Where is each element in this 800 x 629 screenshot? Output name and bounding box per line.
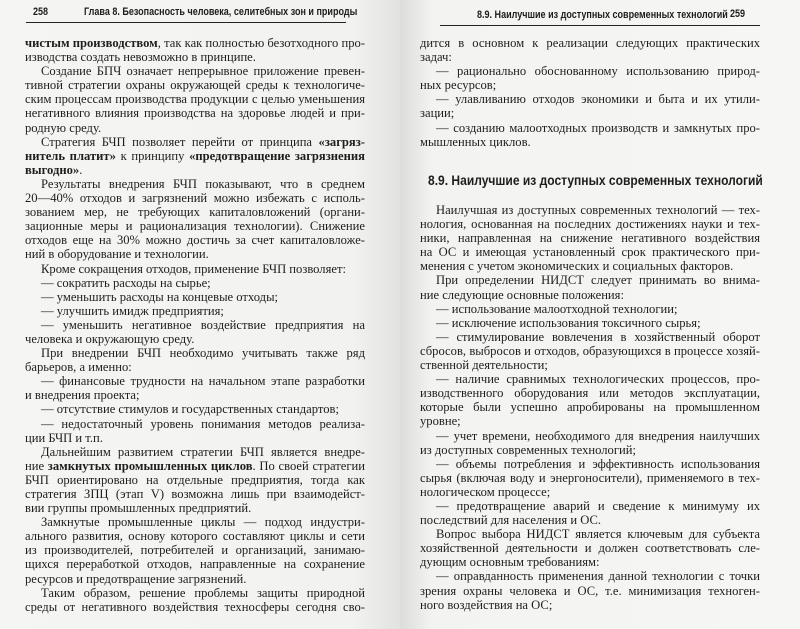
bold-term: чистым производством bbox=[25, 36, 158, 50]
text-run: — оправданность применения данной технологии с точки bbox=[436, 569, 760, 584]
text-run: негативного влияния производства на здоровье людей и при- bbox=[25, 106, 365, 121]
text-run: — исключение использования токсичного сырья; bbox=[436, 315, 701, 330]
text-run: нологическом процессе; bbox=[420, 484, 551, 499]
text-run: ного воздействия на ОС; bbox=[420, 597, 553, 612]
text-run: ние bbox=[25, 458, 48, 473]
text-line bbox=[25, 163, 365, 177]
text-run: Результаты внедрения БЧП показывают, что в среднем bbox=[41, 176, 365, 191]
text-line bbox=[25, 64, 365, 78]
text-line bbox=[25, 586, 365, 600]
page-number: 258 bbox=[33, 6, 49, 18]
text-line bbox=[420, 499, 760, 513]
text-line bbox=[420, 231, 760, 245]
text-line bbox=[420, 400, 760, 414]
text-run: . bbox=[79, 162, 83, 177]
text-line bbox=[420, 135, 760, 149]
text-line bbox=[420, 471, 760, 485]
text-run: Наилучшая из доступных современных технологий — тех- bbox=[436, 203, 760, 217]
bold-term: замкнутых промышленных циклов bbox=[47, 458, 253, 473]
text-line bbox=[25, 431, 365, 445]
text-line bbox=[420, 414, 760, 428]
text-run: барьеров, а именно: bbox=[25, 360, 132, 375]
text-run: Стратегия БЧП позволяет перейти от принципа bbox=[41, 134, 319, 149]
text-line bbox=[25, 318, 365, 332]
text-run: — улавливанию отходов экономики и быта и их утили- bbox=[436, 92, 760, 107]
text-run: зации; bbox=[420, 106, 455, 121]
text-run: Таким образом, решение проблемы защиты природной bbox=[41, 585, 365, 600]
text-run: сырья (включая воду и энергоносители), применяемого в тех- bbox=[420, 470, 760, 485]
text-line bbox=[420, 245, 760, 259]
text-run: сбросов, выбросов и отходов, образующихся в процессе хозяй- bbox=[420, 343, 760, 358]
left-page-text bbox=[25, 36, 365, 614]
text-line bbox=[420, 92, 760, 106]
bold-term: выгодно» bbox=[25, 162, 80, 177]
text-run: изводства создать невозможно в принципе. bbox=[25, 50, 256, 65]
text-run: — улучшить имидж предприятия; bbox=[41, 303, 224, 318]
text-line bbox=[420, 457, 760, 471]
text-line bbox=[420, 569, 760, 583]
text-run: зрения охраны человека и ОС, т.е. минимизация техноген- bbox=[420, 583, 760, 598]
text-line bbox=[25, 36, 365, 50]
text-line bbox=[25, 262, 365, 276]
text-run: менения с учетом экономических и социальных факторов. bbox=[420, 259, 734, 274]
text-run: ники, направленная на снижение негативного воздействия bbox=[420, 231, 760, 246]
text-run: и внедрения проекта; bbox=[25, 388, 140, 403]
text-line bbox=[420, 443, 760, 457]
text-run: мышленных циклов. bbox=[420, 134, 531, 149]
text-line bbox=[420, 288, 760, 302]
text-line bbox=[25, 149, 365, 163]
text-line bbox=[25, 135, 365, 149]
text-run: — уменьшить расходы на концевые отходы; bbox=[41, 289, 279, 304]
text-line bbox=[25, 205, 365, 219]
text-line bbox=[420, 259, 760, 273]
text-run: — учет времени, необходимого для внедрения наилучших bbox=[436, 428, 760, 443]
text-run: Дальнейшим развитием стратегии БЧП является внедре- bbox=[41, 444, 365, 459]
text-line bbox=[420, 106, 760, 120]
text-line bbox=[25, 106, 365, 120]
text-run: отходов еще на 30% можно достичь за счет капиталовложе- bbox=[25, 233, 365, 248]
text-run: родную среду. bbox=[25, 120, 102, 135]
text-line bbox=[25, 529, 365, 543]
right-page-text-main bbox=[420, 203, 760, 612]
text-line bbox=[25, 191, 365, 205]
bold-term: «загряз- bbox=[318, 134, 365, 149]
text-run: 20—40% отходов и загрязнений можно избежать с исполь- bbox=[25, 191, 365, 206]
text-run: изводственного оборудования или методов эксплуатации, bbox=[420, 386, 760, 401]
text-line bbox=[25, 233, 365, 247]
header-rule bbox=[440, 25, 760, 26]
text-line bbox=[420, 273, 760, 287]
text-run: уровне; bbox=[420, 414, 461, 429]
text-line bbox=[25, 92, 365, 106]
text-run: — стимулирование вовлечения в хозяйственный оборот bbox=[436, 329, 760, 344]
text-run: При определении НИДСТ следует принимать во внима- bbox=[436, 273, 760, 288]
text-line bbox=[420, 513, 760, 527]
text-line bbox=[25, 177, 365, 191]
text-run: ние следующие основные положения: bbox=[420, 287, 624, 302]
text-line bbox=[25, 487, 365, 501]
text-run: ресурсов и предотвращение загрязнений. bbox=[25, 571, 247, 586]
text-run: — рационально обоснованному использованию природ- bbox=[436, 64, 760, 79]
text-line bbox=[420, 64, 760, 78]
text-run: из производителей, потребителей и организаций, занимаю- bbox=[25, 543, 365, 558]
text-run: Замкнутые промышленные циклы — подход индустри- bbox=[41, 515, 365, 530]
text-line bbox=[25, 543, 365, 557]
text-line bbox=[25, 557, 365, 571]
text-run: — сократить расходы на сырье; bbox=[41, 275, 211, 290]
text-line bbox=[420, 121, 760, 135]
text-line bbox=[25, 374, 365, 388]
text-line bbox=[420, 527, 760, 541]
text-run: — предотвращение аварий и сведение к минимуму их bbox=[436, 498, 760, 513]
text-run: дится в основном к реализации следующих практических bbox=[420, 36, 760, 50]
text-run: ственной деятельности; bbox=[420, 358, 548, 373]
text-run: щихся переработкой отходов, направленные на сохранение bbox=[25, 557, 365, 572]
text-run: ний в оборудование и технологии. bbox=[25, 247, 209, 262]
text-run: зованием мер, не требующих капиталовложений (органи- bbox=[25, 205, 365, 220]
text-run: — уменьшить негативное воздействие предприятия на bbox=[41, 317, 365, 332]
text-run: — наличие сравнимых технологических процессов, про- bbox=[436, 372, 760, 387]
text-run: , так как полностью безотходного про- bbox=[157, 36, 365, 50]
text-line bbox=[25, 473, 365, 487]
text-line bbox=[25, 459, 365, 473]
text-line bbox=[420, 217, 760, 231]
right-page-text-top bbox=[420, 36, 760, 149]
text-run: вии группы промышленных предприятий. bbox=[25, 501, 252, 516]
bold-term: «предотвращение загрязнения bbox=[189, 148, 365, 163]
text-line bbox=[25, 515, 365, 529]
text-line bbox=[25, 78, 365, 92]
section-heading: 8.9. Наилучшие из доступных современных технологий bbox=[428, 172, 763, 188]
text-line bbox=[420, 302, 760, 316]
text-run: — недостаточный уровень понимания методов реализа- bbox=[41, 416, 365, 431]
text-line bbox=[420, 485, 760, 499]
text-run: ных ресурсов; bbox=[420, 78, 497, 93]
text-line bbox=[25, 219, 365, 233]
text-run: — отсутствие стимулов и государственных стандартов; bbox=[41, 402, 339, 417]
text-line bbox=[25, 332, 365, 346]
text-run: Кроме сокращения отходов, применение БЧП позволяет: bbox=[41, 261, 346, 276]
text-line bbox=[420, 78, 760, 92]
text-line bbox=[25, 600, 365, 614]
text-run: задач: bbox=[420, 50, 452, 65]
text-line bbox=[420, 344, 760, 358]
text-line bbox=[420, 598, 760, 612]
text-run: дующим основным требованиям: bbox=[420, 555, 600, 570]
page-number: 259 bbox=[730, 8, 746, 20]
text-line bbox=[25, 290, 365, 304]
text-run: При внедрении БЧП необходимо учитывать также ряд bbox=[41, 346, 365, 361]
text-line bbox=[25, 501, 365, 515]
text-line bbox=[420, 36, 760, 50]
text-line bbox=[420, 429, 760, 443]
text-line bbox=[420, 358, 760, 372]
text-run: нология, основанная на последних достижениях науки и тех- bbox=[420, 217, 760, 232]
text-run: последствий для населения и ОС. bbox=[420, 513, 601, 528]
right-page bbox=[400, 0, 800, 629]
running-head: Глава 8. Безопасность человека, селитебных зон и природы bbox=[84, 6, 358, 18]
bold-term: нитель платит» bbox=[25, 148, 116, 163]
text-line bbox=[420, 316, 760, 330]
text-run: из доступных современных технологий; bbox=[420, 442, 636, 457]
text-line bbox=[420, 584, 760, 598]
text-run: человека и окружающую среду. bbox=[25, 331, 195, 346]
text-run: ским процессам производства продукции с целью уменьшения bbox=[25, 92, 365, 107]
text-run: зационные меры и рационализация технологии). Снижение bbox=[25, 219, 365, 234]
text-run: Создание БПЧ означает непрерывное приложение превен- bbox=[41, 64, 365, 79]
text-line bbox=[25, 247, 365, 261]
text-run: — созданию малоотходных производств и замкнутых про- bbox=[436, 120, 760, 135]
text-line bbox=[25, 572, 365, 586]
text-line bbox=[25, 402, 365, 416]
text-line bbox=[25, 388, 365, 402]
text-run: стратегия ЗПЦ (этап V) возможна лишь при взаимодейст- bbox=[25, 487, 365, 501]
text-run: — объемы потребления и эффективность использования bbox=[436, 456, 760, 471]
text-run: ции БЧП и т.п. bbox=[25, 430, 103, 445]
text-line bbox=[25, 121, 365, 135]
text-line bbox=[420, 541, 760, 555]
text-line bbox=[420, 50, 760, 64]
text-line bbox=[420, 203, 760, 217]
text-run: хозяйственной деятельности и должен соответствовать сле- bbox=[420, 541, 760, 556]
text-run: — финансовые трудности на начальном этапе разработки bbox=[41, 374, 365, 389]
text-run: среды от негативного воздействия техносферы сегодня сво- bbox=[25, 599, 365, 614]
text-line bbox=[25, 276, 365, 290]
text-run: Вопрос выбора НИДСТ является ключевым для субъекта bbox=[436, 527, 760, 542]
running-head: 8.9. Наилучшие из доступных современных технологий bbox=[477, 9, 728, 21]
text-line bbox=[25, 417, 365, 431]
text-run: на ОС и имеющая установленный срок практического при- bbox=[420, 245, 760, 260]
text-line bbox=[420, 555, 760, 569]
text-run: которые были успешно апробированы на промышленном bbox=[420, 400, 760, 415]
text-line bbox=[420, 386, 760, 400]
text-run: тивной стратегии охраны окружающей среды к технологиче- bbox=[25, 78, 365, 93]
text-line bbox=[25, 445, 365, 459]
text-run: ального развития, основу которого составляют циклы и сети bbox=[25, 529, 365, 544]
text-line bbox=[420, 372, 760, 386]
header-rule bbox=[26, 22, 346, 23]
text-line bbox=[420, 330, 760, 344]
text-run: БЧП ориентировано на отдельные предприятия, тогда как bbox=[25, 472, 365, 487]
text-line bbox=[25, 304, 365, 318]
text-run: к принципу bbox=[115, 148, 190, 163]
text-run: . По своей стратегии bbox=[252, 458, 365, 473]
text-run: — использование малоотходной технологии; bbox=[436, 301, 678, 316]
text-line bbox=[25, 360, 365, 374]
text-line bbox=[25, 346, 365, 360]
text-line bbox=[25, 50, 365, 64]
